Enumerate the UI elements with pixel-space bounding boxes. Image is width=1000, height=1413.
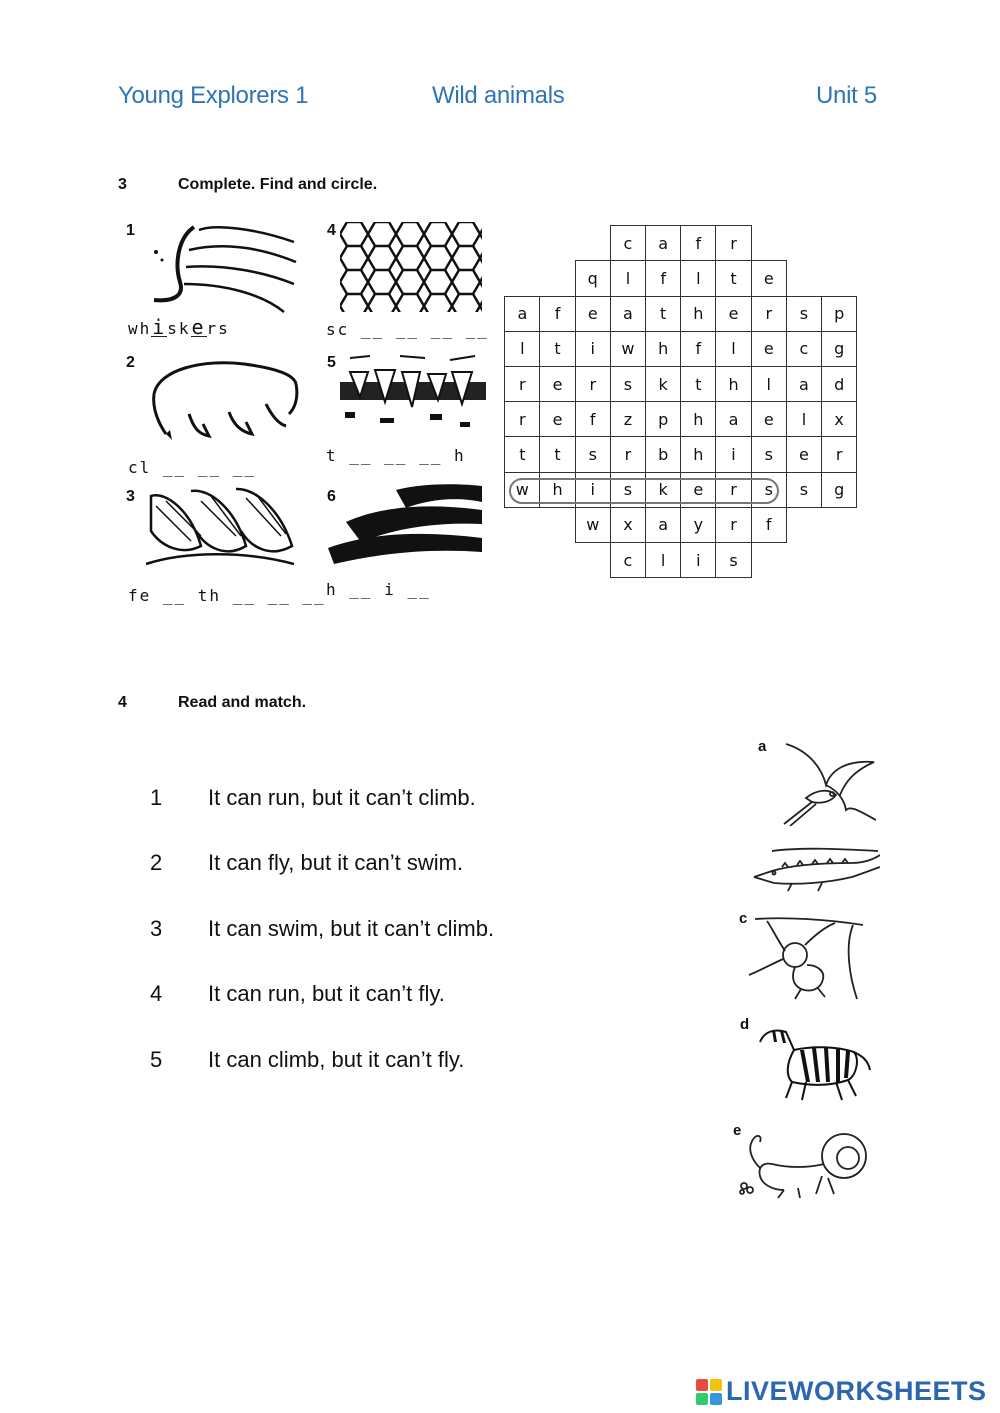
sentence-number: 5 bbox=[150, 1047, 163, 1072]
liveworksheets-logo[interactable] bbox=[696, 1376, 987, 1407]
answer-blank-filled[interactable]: i bbox=[152, 315, 167, 339]
wordsearch-cell[interactable]: c bbox=[610, 225, 646, 261]
hair-stripes-picture bbox=[326, 482, 482, 570]
wordsearch-cell[interactable]: l bbox=[715, 331, 751, 367]
wordsearch-cell[interactable]: l bbox=[645, 542, 681, 578]
answer-blank-filled[interactable]: e bbox=[191, 315, 206, 339]
wordsearch-cell[interactable]: h bbox=[539, 472, 575, 508]
wordsearch-cell[interactable]: r bbox=[821, 436, 857, 472]
wordsearch-cell[interactable]: h bbox=[680, 296, 716, 332]
section3-instruction: Complete. Find and circle. bbox=[178, 176, 378, 193]
whiskers-picture bbox=[144, 222, 299, 314]
wordsearch-cell[interactable]: e bbox=[539, 366, 575, 402]
wordsearch-cell[interactable]: l bbox=[751, 366, 787, 402]
wordsearch-cell[interactable]: h bbox=[645, 331, 681, 367]
section3-number: 3 bbox=[118, 176, 127, 193]
wordsearch-cell[interactable]: f bbox=[575, 401, 611, 437]
wordsearch-cell[interactable]: x bbox=[821, 401, 857, 437]
sentence-number: 2 bbox=[150, 850, 163, 875]
header-title-center: Wild animals bbox=[432, 82, 565, 109]
wordsearch-cell[interactable]: w bbox=[504, 472, 540, 508]
claws-picture bbox=[144, 354, 299, 444]
wordsearch-cell[interactable]: w bbox=[610, 331, 646, 367]
logo-mark-icon bbox=[696, 1379, 722, 1405]
wordsearch-cell[interactable]: r bbox=[575, 366, 611, 402]
wordsearch-cell[interactable]: s bbox=[610, 366, 646, 402]
scales-picture bbox=[340, 222, 482, 312]
wordsearch-cell[interactable]: b bbox=[645, 436, 681, 472]
item-6-answer[interactable]: h __ i __ bbox=[326, 580, 431, 599]
animal-label: c bbox=[739, 910, 748, 927]
section4-instruction: Read and match. bbox=[178, 694, 307, 711]
item-4-answer[interactable]: sc __ __ __ __ bbox=[326, 320, 489, 339]
wordsearch-cell[interactable]: e bbox=[751, 331, 787, 367]
header-title-left: Young Explorers 1 bbox=[118, 82, 309, 109]
sentence-text: It can climb, but it can’t fly. bbox=[208, 1047, 465, 1072]
lion-picture[interactable] bbox=[738, 1128, 870, 1200]
wordsearch-cell[interactable]: e bbox=[751, 260, 787, 296]
wordsearch-cell[interactable]: s bbox=[751, 472, 787, 508]
animal-label: e bbox=[733, 1122, 742, 1139]
wordsearch-cell[interactable]: l bbox=[610, 260, 646, 296]
wordsearch-cell[interactable]: i bbox=[575, 472, 611, 508]
wordsearch-cell[interactable]: t bbox=[539, 331, 575, 367]
animal-label: a bbox=[758, 738, 767, 755]
wordsearch-cell[interactable]: h bbox=[715, 366, 751, 402]
circled-word-whiskers bbox=[509, 478, 779, 504]
item-5-answer[interactable]: t __ __ __ h bbox=[326, 446, 466, 465]
logo-text: LIVEWORKSHEETS bbox=[726, 1376, 987, 1406]
wordsearch-cell[interactable]: t bbox=[715, 260, 751, 296]
wordsearch-cell[interactable]: s bbox=[786, 472, 822, 508]
wordsearch-cell[interactable]: a bbox=[645, 507, 681, 543]
wordsearch-cell[interactable]: e bbox=[786, 436, 822, 472]
wordsearch-cell[interactable]: r bbox=[751, 296, 787, 332]
wordsearch-cell[interactable]: d bbox=[821, 366, 857, 402]
sentence-number: 1 bbox=[150, 785, 163, 810]
item-number: 1 bbox=[126, 222, 135, 239]
wordsearch-cell[interactable]: s bbox=[786, 296, 822, 332]
wordsearch-cell[interactable]: e bbox=[680, 472, 716, 508]
wordsearch-cell[interactable]: e bbox=[751, 401, 787, 437]
wordsearch-cell[interactable]: g bbox=[821, 472, 857, 508]
wordsearch-cell[interactable]: s bbox=[715, 542, 751, 578]
wordsearch-cell[interactable]: i bbox=[715, 436, 751, 472]
item-number: 2 bbox=[126, 354, 135, 371]
wordsearch-cell[interactable]: r bbox=[504, 366, 540, 402]
wordsearch-cell[interactable]: f bbox=[751, 507, 787, 543]
sentence-text: It can fly, but it can’t swim. bbox=[208, 850, 464, 875]
wordsearch-cell[interactable]: r bbox=[610, 436, 646, 472]
wordsearch-cell[interactable]: r bbox=[504, 401, 540, 437]
wordsearch-cell[interactable]: r bbox=[715, 472, 751, 508]
item-2-answer[interactable]: cl __ __ __ bbox=[128, 458, 256, 477]
wordsearch-cell[interactable]: c bbox=[610, 542, 646, 578]
wordsearch-cell[interactable]: e bbox=[575, 296, 611, 332]
wordsearch-grid[interactable] bbox=[505, 226, 857, 578]
wordsearch-cell[interactable]: e bbox=[715, 296, 751, 332]
wordsearch-cell[interactable]: l bbox=[786, 401, 822, 437]
teeth-picture bbox=[340, 352, 486, 436]
wordsearch-cell[interactable]: a bbox=[504, 296, 540, 332]
feathers-picture bbox=[146, 486, 294, 566]
item-number: 6 bbox=[327, 488, 336, 505]
header-title-right: Unit 5 bbox=[816, 82, 877, 109]
monkey-picture[interactable] bbox=[745, 915, 865, 1001]
wordsearch-cell[interactable]: r bbox=[715, 225, 751, 261]
wordsearch-cell[interactable]: s bbox=[751, 436, 787, 472]
wordsearch-cell[interactable]: a bbox=[610, 296, 646, 332]
sentence-text: It can run, but it can’t climb. bbox=[208, 785, 476, 810]
wordsearch-cell[interactable]: a bbox=[645, 225, 681, 261]
sentence-text: It can swim, but it can’t climb. bbox=[208, 916, 495, 941]
zebra-picture[interactable] bbox=[756, 1020, 872, 1104]
item-number: 3 bbox=[126, 488, 135, 505]
animal-label: d bbox=[740, 1016, 750, 1033]
wordsearch-cell[interactable]: f bbox=[645, 260, 681, 296]
wordsearch-cell[interactable]: a bbox=[715, 401, 751, 437]
wordsearch-cell[interactable]: r bbox=[715, 507, 751, 543]
wordsearch-cell[interactable]: q bbox=[575, 260, 611, 296]
wordsearch-cell[interactable]: h bbox=[680, 436, 716, 472]
wordsearch-cell[interactable]: y bbox=[680, 507, 716, 543]
section4-number: 4 bbox=[118, 694, 127, 711]
wordsearch-cell[interactable]: s bbox=[575, 436, 611, 472]
wordsearch-cell[interactable]: k bbox=[645, 366, 681, 402]
answer-part: rs bbox=[206, 319, 230, 338]
wordsearch-cell[interactable]: i bbox=[680, 542, 716, 578]
item-number: 5 bbox=[327, 354, 336, 371]
wordsearch-cell[interactable]: z bbox=[610, 401, 646, 437]
item-number: 4 bbox=[327, 222, 336, 239]
sentence-number: 4 bbox=[150, 981, 163, 1006]
wordsearch-cell[interactable]: c bbox=[786, 331, 822, 367]
sentence-number: 3 bbox=[150, 916, 163, 941]
wordsearch-cell[interactable]: s bbox=[610, 472, 646, 508]
wordsearch-cell[interactable]: f bbox=[680, 331, 716, 367]
wordsearch-cell[interactable]: p bbox=[645, 401, 681, 437]
wordsearch-cell[interactable]: l bbox=[680, 260, 716, 296]
wordsearch-cell[interactable]: t bbox=[504, 436, 540, 472]
parrot-picture[interactable] bbox=[776, 740, 880, 826]
wordsearch-cell[interactable]: t bbox=[680, 366, 716, 402]
wordsearch-cell[interactable]: f bbox=[539, 296, 575, 332]
sentence-text: It can run, but it can’t fly. bbox=[208, 981, 445, 1006]
wordsearch-cell[interactable]: t bbox=[539, 436, 575, 472]
item-1-answer[interactable] bbox=[128, 315, 230, 339]
wordsearch-cell[interactable]: t bbox=[645, 296, 681, 332]
crocodile-picture[interactable] bbox=[752, 845, 880, 895]
wordsearch-cell[interactable]: w bbox=[575, 507, 611, 543]
wordsearch-cell[interactable]: f bbox=[680, 225, 716, 261]
wordsearch-cell[interactable]: l bbox=[504, 331, 540, 367]
wordsearch-cell[interactable]: p bbox=[821, 296, 857, 332]
wordsearch-cell[interactable]: i bbox=[575, 331, 611, 367]
wordsearch-cell[interactable]: e bbox=[539, 401, 575, 437]
wordsearch-cell[interactable]: x bbox=[610, 507, 646, 543]
answer-part: sk bbox=[167, 319, 191, 338]
wordsearch-cell[interactable]: k bbox=[645, 472, 681, 508]
item-3-answer[interactable]: fe __ th __ __ __ bbox=[128, 586, 326, 605]
answer-part: wh bbox=[128, 319, 152, 338]
wordsearch-cell[interactable]: a bbox=[786, 366, 822, 402]
wordsearch-cell[interactable]: g bbox=[821, 331, 857, 367]
wordsearch-cell[interactable]: h bbox=[680, 401, 716, 437]
